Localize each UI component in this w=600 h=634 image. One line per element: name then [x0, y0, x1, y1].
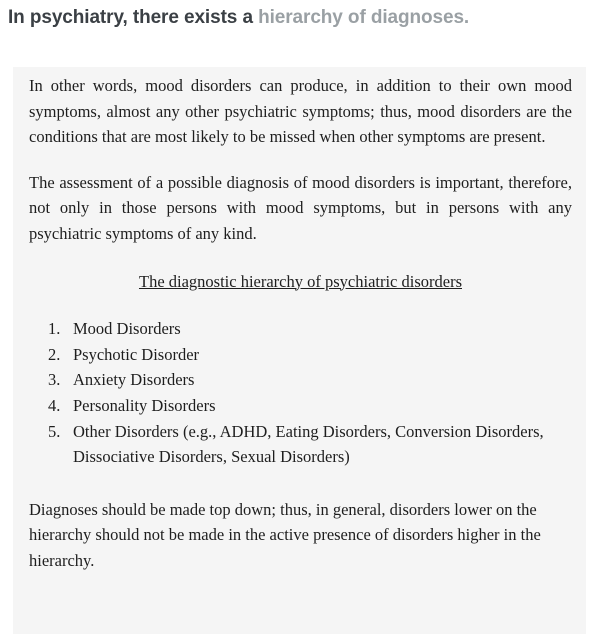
list-item-number: 2. — [48, 344, 61, 364]
list-item-number: 3. — [48, 370, 61, 390]
list-item-mood-disorders — [48, 316, 572, 342]
list-item-label: Psychotic Disorder — [73, 344, 200, 364]
list-item-personality-disorders — [48, 393, 572, 419]
diagnostic-hierarchy-heading: The diagnostic hierarchy of psychiatric disorders — [138, 271, 462, 291]
quote-paragraph-2: The assessment of a possible diagnosis of mood disorders is important, therefore, not only in those persons with mood symptoms, but in persons with any psychiatric symptoms of any kind. — [29, 172, 572, 243]
quote-card — [13, 67, 586, 634]
list-item-label: Mood Disorders — [73, 319, 181, 339]
list-item-number: 5. — [48, 421, 61, 441]
list-item-number: 4. — [48, 395, 61, 415]
page — [0, 7, 600, 634]
page-title — [8, 7, 600, 29]
closing-paragraph: Diagnoses should be made top down; thus, in general, disorders lower on the hierarchy should not be made in the active presence of disorders higher in the hierarchy. — [29, 499, 541, 570]
list-item-other-disorders — [48, 419, 572, 470]
list-item-psychotic-disorder — [48, 342, 572, 368]
diagnosis-list — [29, 316, 572, 470]
list-item-anxiety-disorders — [48, 367, 572, 393]
list-item-label: Personality Disorders — [73, 395, 216, 415]
quote-paragraph-1: In other words, mood disorders can produce, in addition to their own mood symptoms, almost any other psychiatric symptoms; thus, mood disorders are the conditions that are most likely to be missed when other symptoms are present. — [29, 76, 572, 147]
page-title-text: In psychiatry, there exists a — [8, 7, 259, 28]
list-item-label: Anxiety Disorders — [73, 370, 195, 390]
hierarchy-of-diagnoses-link[interactable]: hierarchy of diagnoses. — [258, 7, 470, 28]
list-item-label: Other Disorders (e.g., ADHD, Eating Disorders, Conversion Disorders, Dissociative Disorders, Sexual Disorders) — [73, 421, 544, 467]
list-item-number: 1. — [48, 319, 61, 339]
